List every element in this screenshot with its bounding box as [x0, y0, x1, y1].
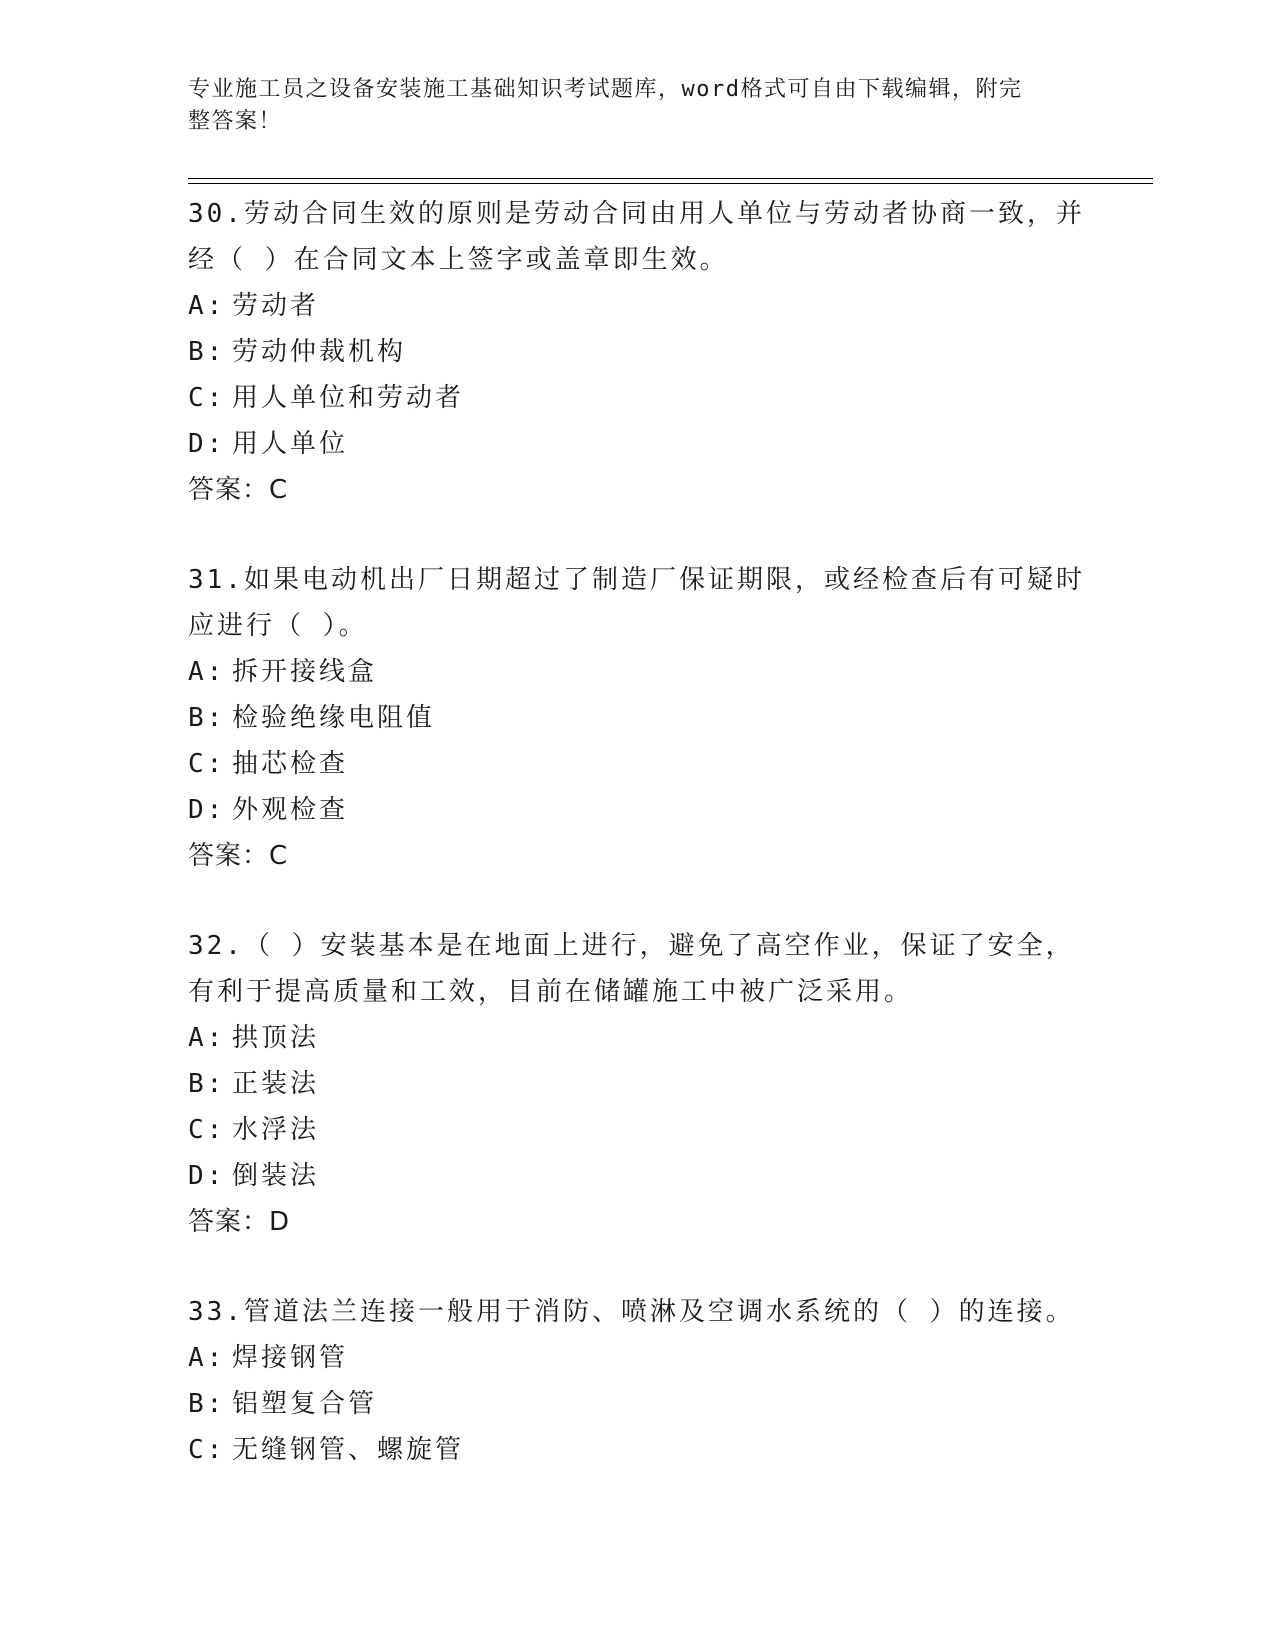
- option-key: A:: [188, 1023, 226, 1053]
- option-text: 正装法: [232, 1069, 320, 1099]
- option-c: [188, 1107, 1088, 1153]
- option-text: 用人单位和劳动者: [232, 383, 465, 413]
- option-text: 拱顶法: [232, 1023, 320, 1053]
- question-list: [188, 191, 1088, 1517]
- answer-line: 答案：D: [188, 1207, 291, 1237]
- option-a: [188, 649, 1088, 695]
- question-stem: 30.劳动合同生效的原则是劳动合同由用人单位与劳动者协商一致，并: [188, 199, 1085, 229]
- option-text: 拆开接线盒: [232, 657, 378, 687]
- question-stem: 32.（ ）安装基本是在地面上进行，避免了高空作业，保证了安全，: [188, 931, 1075, 961]
- question-31: [188, 557, 1088, 879]
- header-divider-top: [188, 178, 1153, 179]
- option-b: [188, 1381, 1088, 1427]
- option-key: C:: [188, 749, 226, 779]
- option-c: [188, 375, 1088, 421]
- header-line-2: 整答案！: [188, 109, 283, 134]
- option-d: [188, 787, 1088, 833]
- option-key: B:: [188, 703, 226, 733]
- option-key: D:: [188, 1161, 226, 1191]
- option-c: [188, 741, 1088, 787]
- header-divider-bottom: [188, 183, 1153, 184]
- option-text: 用人单位: [232, 429, 349, 459]
- option-key: C:: [188, 1435, 226, 1465]
- option-key: C:: [188, 1115, 226, 1145]
- option-text: 水浮法: [232, 1115, 320, 1145]
- option-text: 劳动仲裁机构: [232, 337, 407, 367]
- option-text: 铝塑复合管: [232, 1389, 378, 1419]
- option-key: D:: [188, 429, 226, 459]
- option-text: 劳动者: [232, 291, 320, 321]
- option-text: 倒装法: [232, 1161, 320, 1191]
- option-key: B:: [188, 337, 226, 367]
- option-b: [188, 1061, 1088, 1107]
- header-line-1: 专业施工员之设备安装施工基础知识考试题库，word格式可自由下载编辑，附完: [188, 77, 1023, 102]
- question-stem: 33.管道法兰连接一般用于消防、喷淋及空调水系统的（ ）的连接。: [188, 1297, 1075, 1327]
- option-key: D:: [188, 795, 226, 825]
- question-stem-continued: 应进行（ ）。: [188, 611, 368, 641]
- option-b: [188, 695, 1088, 741]
- option-d: [188, 421, 1088, 467]
- question-stem: 31.如果电动机出厂日期超过了制造厂保证期限，或经检查后有可疑时: [188, 565, 1085, 595]
- question-stem-continued: 有利于提高质量和工效，目前在储罐施工中被广泛采用。: [188, 977, 914, 1007]
- option-a: [188, 1015, 1088, 1061]
- option-key: C:: [188, 383, 226, 413]
- option-key: B:: [188, 1389, 226, 1419]
- option-text: 无缝钢管、螺旋管: [232, 1435, 465, 1465]
- question-stem-continued: 经（ ）在合同文本上签字或盖章即生效。: [188, 245, 729, 275]
- option-a: [188, 1335, 1088, 1381]
- document-header: [188, 74, 1068, 138]
- question-32: [188, 923, 1088, 1245]
- option-text: 检验绝缘电阻值: [232, 703, 436, 733]
- option-d: [188, 1153, 1088, 1199]
- option-c: [188, 1427, 1088, 1473]
- option-b: [188, 329, 1088, 375]
- option-key: B:: [188, 1069, 226, 1099]
- option-key: A:: [188, 657, 226, 687]
- option-key: A:: [188, 1343, 226, 1373]
- option-text: 焊接钢管: [232, 1343, 349, 1373]
- answer-line: 答案：C: [188, 841, 289, 871]
- question-33: [188, 1289, 1088, 1473]
- option-key: A:: [188, 291, 226, 321]
- answer-line: 答案：C: [188, 475, 289, 505]
- option-text: 抽芯检查: [232, 749, 349, 779]
- question-30: [188, 191, 1088, 513]
- option-a: [188, 283, 1088, 329]
- option-text: 外观检查: [232, 795, 349, 825]
